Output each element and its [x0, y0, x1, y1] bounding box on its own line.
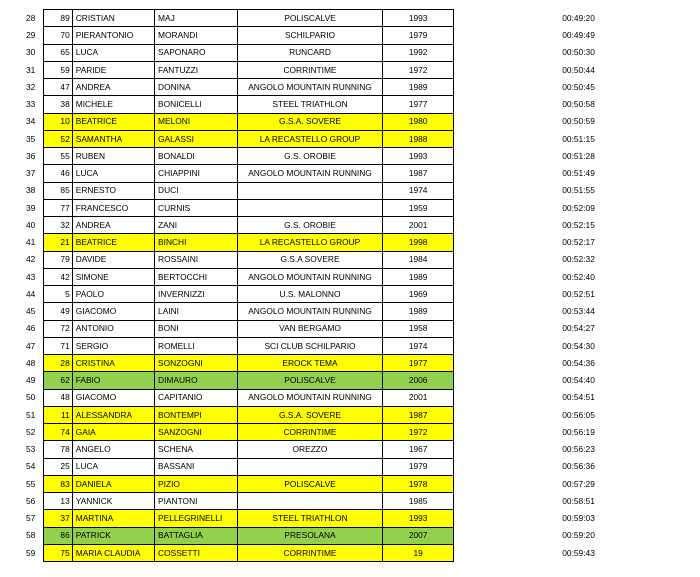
- first-name-cell: ANDREA: [72, 217, 154, 234]
- position-cell: 34: [26, 116, 36, 127]
- surname-cell: BERTOCCHI: [155, 268, 238, 285]
- team-cell: [238, 182, 383, 199]
- surname-cell: DONINA: [155, 79, 238, 96]
- first-name-cell: LUCA: [72, 165, 154, 182]
- time-cell: 00:59:03: [454, 510, 700, 527]
- surname-cell: BINCHI: [155, 234, 238, 251]
- time-cell: 00:49:20: [454, 10, 700, 27]
- time-cell: 00:50:44: [454, 61, 700, 78]
- time-cell: 00:52:15: [454, 217, 700, 234]
- team-cell: U.S. MALONNO: [238, 286, 383, 303]
- position-cell: 56: [26, 495, 36, 506]
- table-row: [22, 148, 700, 165]
- team-cell: SCHILPARIO: [238, 27, 383, 44]
- birth-year-cell: 1989: [383, 268, 454, 285]
- birth-year-cell: 1988: [383, 130, 454, 147]
- first-name-cell: FRANCESCO: [72, 199, 154, 216]
- birth-year-cell: 1974: [383, 182, 454, 199]
- team-cell: POLISCALVE: [238, 10, 383, 27]
- birth-year-cell: 1993: [383, 10, 454, 27]
- birth-year-cell: 1967: [383, 441, 454, 458]
- surname-cell: MORANDI: [155, 27, 238, 44]
- table-row: [22, 199, 700, 216]
- position-cell: 59: [26, 547, 36, 558]
- first-name-cell: MICHELE: [72, 96, 154, 113]
- team-cell: POLISCALVE: [238, 475, 383, 492]
- time-cell: 00:52:51: [454, 286, 700, 303]
- position-cell: 55: [26, 478, 36, 489]
- surname-cell: ROSSAINI: [155, 251, 238, 268]
- bib-cell: 38: [44, 96, 72, 113]
- surname-cell: LAINI: [155, 303, 238, 320]
- surname-cell: SAPONARO: [155, 44, 238, 61]
- team-cell: STEEL TRIATHLON: [238, 96, 383, 113]
- team-cell: CORRINTIME: [238, 544, 383, 561]
- position-cell: 48: [26, 357, 36, 368]
- position-cell: 40: [26, 219, 36, 230]
- table-row: [22, 251, 700, 268]
- results-body: [22, 10, 700, 562]
- team-cell: OREZZO: [238, 441, 383, 458]
- table-row: [22, 96, 700, 113]
- time-cell: 00:50:58: [454, 96, 700, 113]
- surname-cell: ZANI: [155, 217, 238, 234]
- time-cell: 00:52:32: [454, 251, 700, 268]
- bib-cell: 11: [44, 406, 72, 423]
- position-cell: 47: [26, 340, 36, 351]
- position-cell: 44: [26, 288, 36, 299]
- time-cell: 00:54:27: [454, 320, 700, 337]
- first-name-cell: DANIELA: [72, 475, 154, 492]
- first-name-cell: GAIA: [72, 424, 154, 441]
- first-name-cell: GIACOMO: [72, 303, 154, 320]
- table-row: [22, 79, 700, 96]
- table-row: [22, 130, 700, 147]
- first-name-cell: DAVIDE: [72, 251, 154, 268]
- time-cell: 00:53:44: [454, 303, 700, 320]
- first-name-cell: SAMANTHA: [72, 130, 154, 147]
- table-row: [22, 61, 700, 78]
- table-row: [22, 286, 700, 303]
- first-name-cell: MARIA CLAUDIA: [72, 544, 154, 561]
- team-cell: G.S.A. SOVERE: [238, 113, 383, 130]
- bib-cell: 13: [44, 493, 72, 510]
- position-cell: 41: [26, 237, 36, 248]
- surname-cell: DIMAURO: [155, 372, 238, 389]
- first-name-cell: ANTONIO: [72, 320, 154, 337]
- time-cell: 00:52:17: [454, 234, 700, 251]
- team-cell: G.S.A SOVERE: [238, 251, 383, 268]
- bib-cell: 49: [44, 303, 72, 320]
- birth-year-cell: 1972: [383, 61, 454, 78]
- surname-cell: INVERNIZZI: [155, 286, 238, 303]
- table-row: [22, 234, 700, 251]
- time-cell: 00:50:59: [454, 113, 700, 130]
- position-cell: 33: [26, 99, 36, 110]
- bib-cell: 21: [44, 234, 72, 251]
- position-cell: 52: [26, 426, 36, 437]
- bib-cell: 89: [44, 10, 72, 27]
- table-row: [22, 441, 700, 458]
- first-name-cell: CRISTINA: [72, 355, 154, 372]
- bib-cell: 85: [44, 182, 72, 199]
- surname-cell: BASSANI: [155, 458, 238, 475]
- surname-cell: PIZIO: [155, 475, 238, 492]
- bib-cell: 52: [44, 130, 72, 147]
- surname-cell: CAPITANIO: [155, 389, 238, 406]
- first-name-cell: BEATRICE: [72, 234, 154, 251]
- surname-cell: BATTAGLIA: [155, 527, 238, 544]
- surname-cell: DUCI: [155, 182, 238, 199]
- time-cell: 00:51:55: [454, 182, 700, 199]
- team-cell: STEEL TRIATHLON: [238, 510, 383, 527]
- team-cell: SCI CLUB SCHILPARIO: [238, 337, 383, 354]
- bib-cell: 5: [44, 286, 72, 303]
- table-row: [22, 10, 700, 27]
- position-cell: 30: [26, 47, 36, 58]
- bib-cell: 47: [44, 79, 72, 96]
- birth-year-cell: 1969: [383, 286, 454, 303]
- birth-year-cell: 2007: [383, 527, 454, 544]
- team-cell: VAN BERGAMO: [238, 320, 383, 337]
- surname-cell: SONZOGNI: [155, 355, 238, 372]
- position-cell: 58: [26, 530, 36, 541]
- bib-cell: 86: [44, 527, 72, 544]
- team-cell: CORRINTIME: [238, 424, 383, 441]
- team-cell: ANGOLO MOUNTAIN RUNNING: [238, 79, 383, 96]
- team-cell: LA RECASTELLO GROUP: [238, 234, 383, 251]
- time-cell: 00:56:23: [454, 441, 700, 458]
- bib-cell: 83: [44, 475, 72, 492]
- time-cell: 00:51:15: [454, 130, 700, 147]
- position-cell: 43: [26, 271, 36, 282]
- birth-year-cell: 1959: [383, 199, 454, 216]
- team-cell: LA RECASTELLO GROUP: [238, 130, 383, 147]
- position-cell: 42: [26, 254, 36, 265]
- time-cell: 00:49:49: [454, 27, 700, 44]
- first-name-cell: PAOLO: [72, 286, 154, 303]
- time-cell: 00:54:30: [454, 337, 700, 354]
- team-cell: PRESOLANA: [238, 527, 383, 544]
- position-cell: 50: [26, 392, 36, 403]
- birth-year-cell: 1987: [383, 165, 454, 182]
- table-row: [22, 337, 700, 354]
- table-row: [22, 544, 700, 561]
- surname-cell: ROMELLI: [155, 337, 238, 354]
- first-name-cell: LUCA: [72, 44, 154, 61]
- time-cell: 00:52:09: [454, 199, 700, 216]
- surname-cell: CHIAPPINI: [155, 165, 238, 182]
- first-name-cell: ERNESTO: [72, 182, 154, 199]
- position-cell: 38: [26, 185, 36, 196]
- bib-cell: 28: [44, 355, 72, 372]
- time-cell: 00:57:29: [454, 475, 700, 492]
- birth-year-cell: 1989: [383, 303, 454, 320]
- position-cell: 57: [26, 513, 36, 524]
- birth-year-cell: 2006: [383, 372, 454, 389]
- team-cell: [238, 199, 383, 216]
- time-cell: 00:51:28: [454, 148, 700, 165]
- position-cell: 51: [26, 409, 36, 420]
- table-row: [22, 44, 700, 61]
- surname-cell: PELLEGRINELLI: [155, 510, 238, 527]
- first-name-cell: RUBEN: [72, 148, 154, 165]
- bib-cell: 75: [44, 544, 72, 561]
- position-cell: 28: [26, 12, 36, 23]
- bib-cell: 72: [44, 320, 72, 337]
- first-name-cell: FABIO: [72, 372, 154, 389]
- birth-year-cell: 1977: [383, 96, 454, 113]
- surname-cell: MELONI: [155, 113, 238, 130]
- time-cell: 00:59:43: [454, 544, 700, 561]
- position-cell: 29: [26, 30, 36, 41]
- position-cell: 53: [26, 444, 36, 455]
- table-row: [22, 389, 700, 406]
- bib-cell: 25: [44, 458, 72, 475]
- first-name-cell: GIACOMO: [72, 389, 154, 406]
- bib-cell: 46: [44, 165, 72, 182]
- position-cell: 54: [26, 461, 36, 472]
- table-row: [22, 475, 700, 492]
- birth-year-cell: 1980: [383, 113, 454, 130]
- table-row: [22, 406, 700, 423]
- table-row: [22, 372, 700, 389]
- first-name-cell: PIERANTONIO: [72, 27, 154, 44]
- bib-cell: 59: [44, 61, 72, 78]
- position-cell: 36: [26, 150, 36, 161]
- time-cell: 00:54:40: [454, 372, 700, 389]
- bib-cell: 74: [44, 424, 72, 441]
- first-name-cell: CRISTIAN: [72, 10, 154, 27]
- surname-cell: BONTEMPI: [155, 406, 238, 423]
- bib-cell: 42: [44, 268, 72, 285]
- time-cell: 00:50:30: [454, 44, 700, 61]
- time-cell: 00:56:05: [454, 406, 700, 423]
- first-name-cell: SERGIO: [72, 337, 154, 354]
- first-name-cell: PARIDE: [72, 61, 154, 78]
- bib-cell: 37: [44, 510, 72, 527]
- table-row: [22, 527, 700, 544]
- surname-cell: COSSETTI: [155, 544, 238, 561]
- bib-cell: 77: [44, 199, 72, 216]
- team-cell: ANGOLO MOUNTAIN RUNNING: [238, 303, 383, 320]
- position-cell: 35: [26, 133, 36, 144]
- birth-year-cell: 1977: [383, 355, 454, 372]
- position-cell: 32: [26, 81, 36, 92]
- table-row: [22, 493, 700, 510]
- table-row: [22, 424, 700, 441]
- surname-cell: CURNIS: [155, 199, 238, 216]
- table-row: [22, 113, 700, 130]
- birth-year-cell: 1972: [383, 424, 454, 441]
- first-name-cell: YANNICK: [72, 493, 154, 510]
- bib-cell: 10: [44, 113, 72, 130]
- bib-cell: 71: [44, 337, 72, 354]
- first-name-cell: BEATRICE: [72, 113, 154, 130]
- time-cell: 00:54:36: [454, 355, 700, 372]
- time-cell: 00:56:19: [454, 424, 700, 441]
- time-cell: 00:54:51: [454, 389, 700, 406]
- first-name-cell: SIMONE: [72, 268, 154, 285]
- table-row: [22, 303, 700, 320]
- time-cell: 00:52:40: [454, 268, 700, 285]
- time-cell: 00:59:20: [454, 527, 700, 544]
- first-name-cell: PATRICK: [72, 527, 154, 544]
- bib-cell: 32: [44, 217, 72, 234]
- birth-year-cell: 1992: [383, 44, 454, 61]
- position-cell: 49: [26, 375, 36, 386]
- birth-year-cell: 1993: [383, 510, 454, 527]
- position-cell: 37: [26, 168, 36, 179]
- surname-cell: GALASSI: [155, 130, 238, 147]
- team-cell: G.S. OROBIE: [238, 217, 383, 234]
- bib-cell: 55: [44, 148, 72, 165]
- table-row: [22, 355, 700, 372]
- table-row: [22, 182, 700, 199]
- bib-cell: 65: [44, 44, 72, 61]
- bib-cell: 62: [44, 372, 72, 389]
- time-cell: 00:50:45: [454, 79, 700, 96]
- first-name-cell: LUCA: [72, 458, 154, 475]
- surname-cell: SANZOGNI: [155, 424, 238, 441]
- surname-cell: BONALDI: [155, 148, 238, 165]
- time-cell: 00:51:49: [454, 165, 700, 182]
- team-cell: G.S.A. SOVERE: [238, 406, 383, 423]
- table-row: [22, 165, 700, 182]
- birth-year-cell: 1974: [383, 337, 454, 354]
- team-cell: EROCK TEMA: [238, 355, 383, 372]
- team-cell: CORRINTIME: [238, 61, 383, 78]
- first-name-cell: ANDREA: [72, 79, 154, 96]
- first-name-cell: MARTINA: [72, 510, 154, 527]
- birth-year-cell: 1958: [383, 320, 454, 337]
- team-cell: POLISCALVE: [238, 372, 383, 389]
- position-cell: 45: [26, 306, 36, 317]
- team-cell: [238, 493, 383, 510]
- birth-year-cell: 1985: [383, 493, 454, 510]
- position-cell: 46: [26, 323, 36, 334]
- table-row: [22, 268, 700, 285]
- birth-year-cell: 1987: [383, 406, 454, 423]
- surname-cell: FANTUZZI: [155, 61, 238, 78]
- surname-cell: SCHENA: [155, 441, 238, 458]
- birth-year-cell: 19: [383, 544, 454, 561]
- birth-year-cell: 1998: [383, 234, 454, 251]
- table-row: [22, 217, 700, 234]
- time-cell: 00:58:51: [454, 493, 700, 510]
- bib-cell: 48: [44, 389, 72, 406]
- surname-cell: MAJ: [155, 10, 238, 27]
- results-table: [22, 9, 700, 562]
- position-cell: 31: [26, 64, 36, 75]
- team-cell: ANGOLO MOUNTAIN RUNNING: [238, 389, 383, 406]
- bib-cell: 79: [44, 251, 72, 268]
- table-row: [22, 510, 700, 527]
- first-name-cell: ALESSANDRA: [72, 406, 154, 423]
- team-cell: [238, 458, 383, 475]
- birth-year-cell: 1993: [383, 148, 454, 165]
- birth-year-cell: 1984: [383, 251, 454, 268]
- birth-year-cell: 2001: [383, 217, 454, 234]
- table-row: [22, 320, 700, 337]
- bib-cell: 78: [44, 441, 72, 458]
- birth-year-cell: 1979: [383, 458, 454, 475]
- team-cell: ANGOLO MOUNTAIN RUNNING: [238, 268, 383, 285]
- birth-year-cell: 1978: [383, 475, 454, 492]
- birth-year-cell: 1989: [383, 79, 454, 96]
- surname-cell: BONI: [155, 320, 238, 337]
- table-row: [22, 27, 700, 44]
- surname-cell: PIANTONI: [155, 493, 238, 510]
- birth-year-cell: 2001: [383, 389, 454, 406]
- time-cell: 00:56:36: [454, 458, 700, 475]
- birth-year-cell: 1979: [383, 27, 454, 44]
- table-row: [22, 458, 700, 475]
- team-cell: RUNCARD: [238, 44, 383, 61]
- team-cell: ANGOLO MOUNTAIN RUNNING: [238, 165, 383, 182]
- position-cell: 39: [26, 202, 36, 213]
- surname-cell: BONICELLI: [155, 96, 238, 113]
- team-cell: G.S. OROBIE: [238, 148, 383, 165]
- bib-cell: 70: [44, 27, 72, 44]
- first-name-cell: ANGELO: [72, 441, 154, 458]
